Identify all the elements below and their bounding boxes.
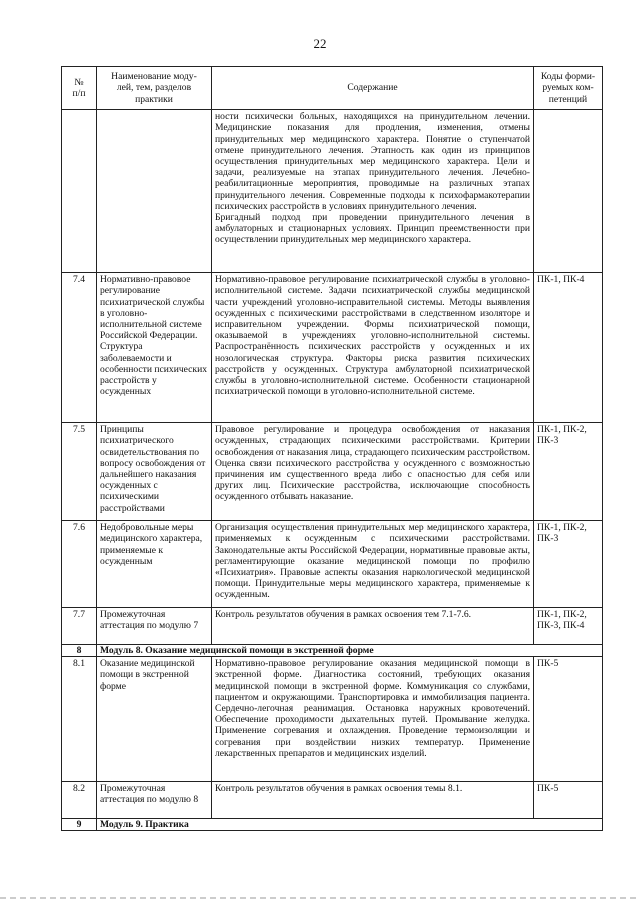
cell-content: Организация осуществления принудительных мер медицинского характера, применяемых к осужденным с психическими расстройствами. Законодательные акты Российской Федерации, нормативные правовые акты, регламентирующие оказание медицинской помощи по профилю «Психиатрия». Правовые аспекты оказания наркологической медицинской помощи. Принудительные меры медицинского характера, применяемые к осужденным. <box>212 521 534 608</box>
cell-content: Нормативно-правовое регулирование психиатрической службы в уголовно-исполнительной системе. Задачи психиатрической службы медицинской части учреждений уголовно-исправительной системы. Методы выявления осужденных с психическими расстройствами в следственном изоляторе и исправительном учреждении. Формы психиатрической помощи, оказываемой в учреждениях уголовно-исполнительной системы. Распространённость психических расстройств у осужденных и их нозологическая структура. Факторы риска развития психических расстройств у осужденных. Структура амбулаторной психиатрической службы в уголовно-исполнительной системе. Особенности стационарной психиатрической помощи в уголовно-исполнительной системе. <box>212 273 534 423</box>
module-title: Модуль 9. Практика <box>97 819 603 831</box>
table-row <box>62 608 603 645</box>
cell-content: Контроль результатов обучения в рамках освоения темы 8.1. <box>212 782 534 819</box>
cell-num: 7.6 <box>62 521 97 608</box>
module-row <box>62 645 603 657</box>
cell-content <box>212 110 534 273</box>
page-number: 22 <box>313 36 327 51</box>
cell-name: Принципы психиатрического освидетельствования по вопросу освобождения от дальнейшего наказания осужденных с психическими расстройствами <box>97 423 212 521</box>
table-row <box>62 521 603 608</box>
cell-name: Недобровольные меры медицинского характера, применяемые к осужденным <box>97 521 212 608</box>
cell-codes <box>534 110 603 273</box>
cell-content: Правовое регулирование и процедура освобождения от наказания осужденных, страдающих психическими расстройствами. Критерии освобождения от наказания лица, страдающего психическим расстройством. Оценка связи психического расстройства у осужденного с возможностью причинения им существенного вреда либо с опасностью для себя или других лиц. Психические расстройства, исключающие способность осужденного отбывать наказание. <box>212 423 534 521</box>
cell-content: Нормативно-правовое регулирование оказания медицинской помощи в экстренной форме. Диагностика состояний, требующих оказания медицинской помощи в экстренной форме. Коммуникация со службами, пациентом и окружающими. Транспортировка и иммобилизация пациента. Сердечно-легочная реанимация. Остановка наружных кровотечений. Обеспечение проходимости дыхательных путей. Промывание желудка. Применение согревания и охлаждения. Проведение термоизоляции и согревания при воздействии низких температур. Применение лекарственных препаратов и медицинских изделий. <box>212 657 534 782</box>
header-codes: Коды форми- руемых ком- петенций <box>534 67 603 110</box>
table-row-continuation <box>62 110 603 273</box>
cell-codes: ПК-5 <box>534 782 603 819</box>
module-num: 9 <box>62 819 97 831</box>
scan-edge-divider <box>0 897 640 899</box>
table-row <box>62 782 603 819</box>
cell-codes: ПК-5 <box>534 657 603 782</box>
cell-num: 8.1 <box>62 657 97 782</box>
cell-codes: ПК-1, ПК-2, ПК-3 <box>534 423 603 521</box>
table-row <box>62 273 603 423</box>
cell-num: 8.2 <box>62 782 97 819</box>
cell-name: Промежуточная аттестация по модулю 8 <box>97 782 212 819</box>
cell-num: 7.5 <box>62 423 97 521</box>
cell-codes: ПК-1, ПК-2, ПК-3, ПК-4 <box>534 608 603 645</box>
cell-name <box>97 110 212 273</box>
header-name: Наименование моду- лей, тем, разделов практики <box>97 67 212 110</box>
cell-name: Оказание медицинской помощи в экстренной форме <box>97 657 212 782</box>
curriculum-table <box>61 66 603 831</box>
cell-num: 7.4 <box>62 273 97 423</box>
content-paragraph: ности психически больных, находящихся на принудительном лечении. Медицинские показания для продления, изменения, отмены принудительных мер медицинского характера. Понятие о ступенчатой отмене принудительного лечения. Этапность как один из принципов осуществления принудительных мер медицинского характера. Цели и задачи, реализуемые на этапах принудительного лечения. Лечебно-реабилитационные мероприятия, проводимые на различных этапах принудительного лечения. Современные подходы к психофармакотерапии психических расстройств в условиях принудительного лечения. <box>215 111 530 212</box>
header-content: Содержание <box>212 67 534 110</box>
cell-name: Нормативно-правовое регулирование психиатрической службы в уголовно-исполнительной системе Российской Федерации. Структура заболеваемости и особенности психических расстройств у осужденных <box>97 273 212 423</box>
module-title: Модуль 8. Оказание медицинской помощи в экстренной форме <box>97 645 603 657</box>
table-header-row <box>62 67 603 110</box>
module-num: 8 <box>62 645 97 657</box>
table-row <box>62 423 603 521</box>
cell-num <box>62 110 97 273</box>
module-row <box>62 819 603 831</box>
content-paragraph: Бригадный подход при проведении принудительного лечения в амбулаторных и стационарных условиях. Принцип преемственности при осуществлении принудительных мер медицинского характера. <box>215 212 530 246</box>
cell-codes: ПК-1, ПК-4 <box>534 273 603 423</box>
cell-content: Контроль результатов обучения в рамках освоения тем 7.1-7.6. <box>212 608 534 645</box>
table-row <box>62 657 603 782</box>
cell-codes: ПК-1, ПК-2, ПК-3 <box>534 521 603 608</box>
header-num: № п/п <box>62 67 97 110</box>
cell-name: Промежуточная аттестация по модулю 7 <box>97 608 212 645</box>
cell-num: 7.7 <box>62 608 97 645</box>
